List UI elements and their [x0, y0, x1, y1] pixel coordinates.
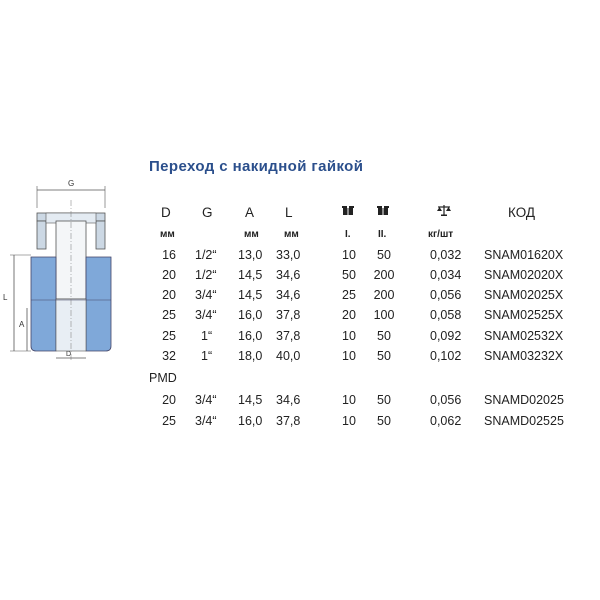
cell-l: 37,8	[276, 308, 301, 322]
cell-pack1: 50	[342, 268, 356, 282]
cell-code: SNAM02532X	[484, 329, 564, 343]
dim-a-label: A	[19, 320, 25, 329]
cell-pack1: 10	[342, 248, 356, 262]
dim-d-label: D	[66, 351, 72, 358]
cell-a: 18,0	[238, 349, 263, 363]
cell-g: 1“	[201, 349, 213, 363]
cell-weight: 0,056	[430, 393, 462, 407]
cell-code: SNAMD02525	[484, 414, 564, 428]
cell-d: 25	[162, 414, 176, 428]
cell-weight: 0,056	[430, 288, 462, 302]
cell-a: 14,5	[238, 288, 263, 302]
cell-l: 37,8	[276, 414, 301, 428]
cell-code: SNAMD02025	[484, 393, 564, 407]
cell-d: 20	[162, 268, 176, 282]
cell-d: 16	[162, 248, 176, 262]
cell-a: 16,0	[238, 329, 263, 343]
cell-pack2: 50	[377, 349, 391, 363]
cell-a: 16,0	[238, 414, 263, 428]
col-unit-l: мм	[284, 229, 299, 240]
cell-pack2: 50	[377, 329, 391, 343]
dim-l-label: L	[3, 293, 8, 302]
cell-pack2: 50	[377, 393, 391, 407]
cell-pack1: 10	[342, 349, 356, 363]
col-unit-pack2: II.	[378, 229, 387, 240]
cell-d: 25	[162, 329, 176, 343]
cell-pack2: 50	[377, 248, 391, 262]
cell-pack2: 100	[373, 308, 395, 322]
cell-g: 1/2“	[195, 268, 217, 282]
cell-weight: 0,034	[430, 268, 462, 282]
cell-l: 40,0	[276, 349, 301, 363]
cell-pack1: 25	[342, 288, 356, 302]
cell-weight: 0,032	[430, 248, 462, 262]
cell-weight: 0,058	[430, 308, 462, 322]
cell-pack1: 10	[342, 329, 356, 343]
cell-a: 14,5	[238, 393, 263, 407]
cell-pack1: 10	[342, 393, 356, 407]
fitting-diagram	[0, 178, 140, 368]
col-unit-pack1: I.	[345, 229, 351, 240]
cell-l: 34,6	[276, 393, 301, 407]
cell-weight: 0,102	[430, 349, 462, 363]
col-header-l: L	[285, 205, 293, 220]
package-icon	[377, 205, 389, 216]
section-label-pmd: PMD	[149, 371, 177, 385]
col-header-d: D	[161, 205, 171, 220]
cell-l: 37,8	[276, 329, 301, 343]
cell-pack2: 200	[373, 288, 395, 302]
cell-g: 3/4“	[195, 393, 217, 407]
cell-g: 3/4“	[195, 308, 217, 322]
col-unit-a: мм	[244, 229, 259, 240]
cell-d: 25	[162, 308, 176, 322]
cell-code: SNAM02025X	[484, 288, 564, 302]
col-header-g: G	[202, 205, 213, 220]
cell-weight: 0,092	[430, 329, 462, 343]
cell-g: 1“	[201, 329, 213, 343]
cell-a: 14,5	[238, 268, 263, 282]
cell-d: 20	[162, 393, 176, 407]
col-unit-d: мм	[160, 229, 175, 240]
cell-d: 20	[162, 288, 176, 302]
cell-pack1: 20	[342, 308, 356, 322]
package-icon	[342, 205, 354, 216]
cell-code: SNAM03232X	[484, 349, 564, 363]
col-header-a: A	[245, 205, 255, 220]
col-header-code: КОД	[508, 205, 536, 220]
cell-pack1: 10	[342, 414, 356, 428]
cell-weight: 0,062	[430, 414, 462, 428]
cell-l: 34,6	[276, 288, 301, 302]
scale-icon	[437, 205, 451, 216]
cell-pack2: 200	[373, 268, 395, 282]
product-title: Переход с накидной гайкой	[149, 158, 364, 175]
cell-l: 34,6	[276, 268, 301, 282]
cell-d: 32	[162, 349, 176, 363]
cell-g: 3/4“	[195, 288, 217, 302]
cell-g: 3/4“	[195, 414, 217, 428]
dim-g-label: G	[68, 179, 75, 188]
col-unit-weight: кг/шт	[428, 229, 454, 240]
cell-pack2: 50	[377, 414, 391, 428]
cell-a: 16,0	[238, 308, 263, 322]
cell-code: SNAM02020X	[484, 268, 564, 282]
cell-g: 1/2“	[195, 248, 217, 262]
cell-code: SNAM02525X	[484, 308, 564, 322]
cell-a: 13,0	[238, 248, 263, 262]
cell-l: 33,0	[276, 248, 301, 262]
cell-code: SNAM01620X	[484, 248, 564, 262]
